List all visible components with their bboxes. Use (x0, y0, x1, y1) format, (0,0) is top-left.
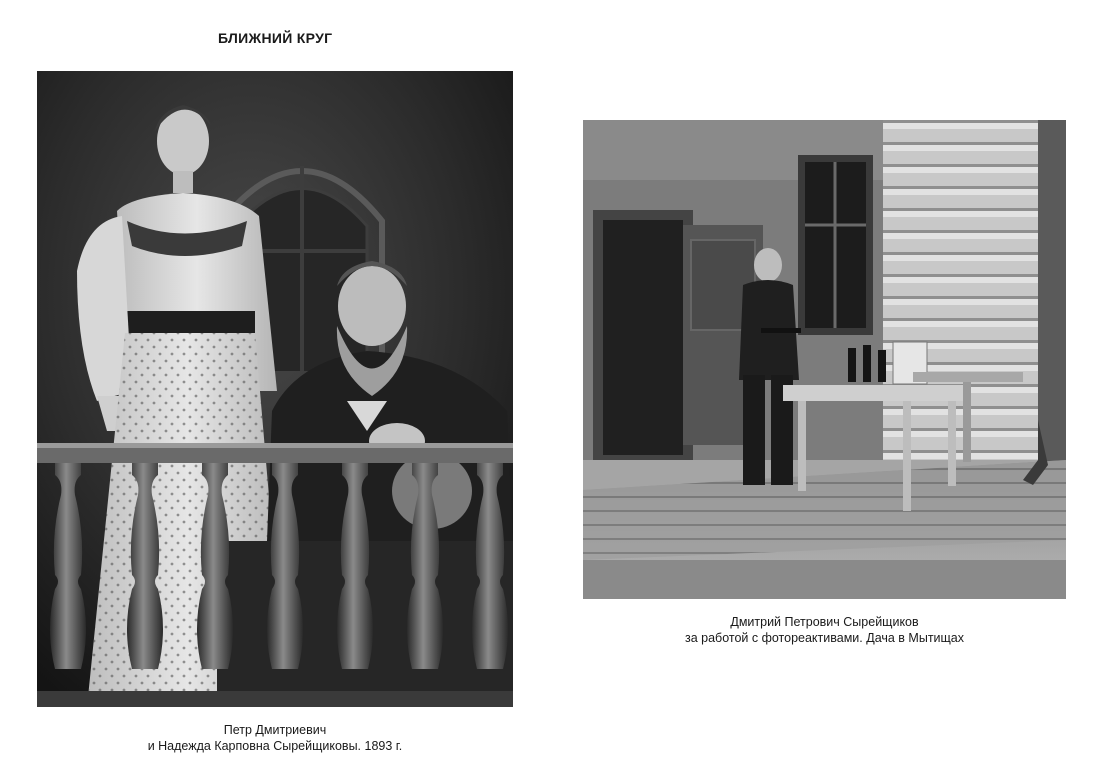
portrait-photo-caption (37, 722, 513, 754)
section-title: БЛИЖНИЙ КРУГ (218, 30, 333, 46)
portrait-photo (37, 71, 513, 707)
dacha-photo-caption (583, 614, 1066, 646)
dacha-caption-line2: за работой с фотореактивами. Дача в Мытищах (684, 631, 965, 645)
portrait-caption-line1: Петр Дмитриевич (223, 723, 327, 737)
dacha-photo-image (583, 120, 1066, 599)
dacha-caption-line1: Дмитрий Петрович Сырейщиков (730, 615, 919, 629)
portrait-caption-line2: и Надежда Карповна Сырейщиковы. 1893 г. (147, 739, 403, 753)
dacha-photo (583, 120, 1066, 599)
portrait-photo-image (37, 71, 513, 707)
